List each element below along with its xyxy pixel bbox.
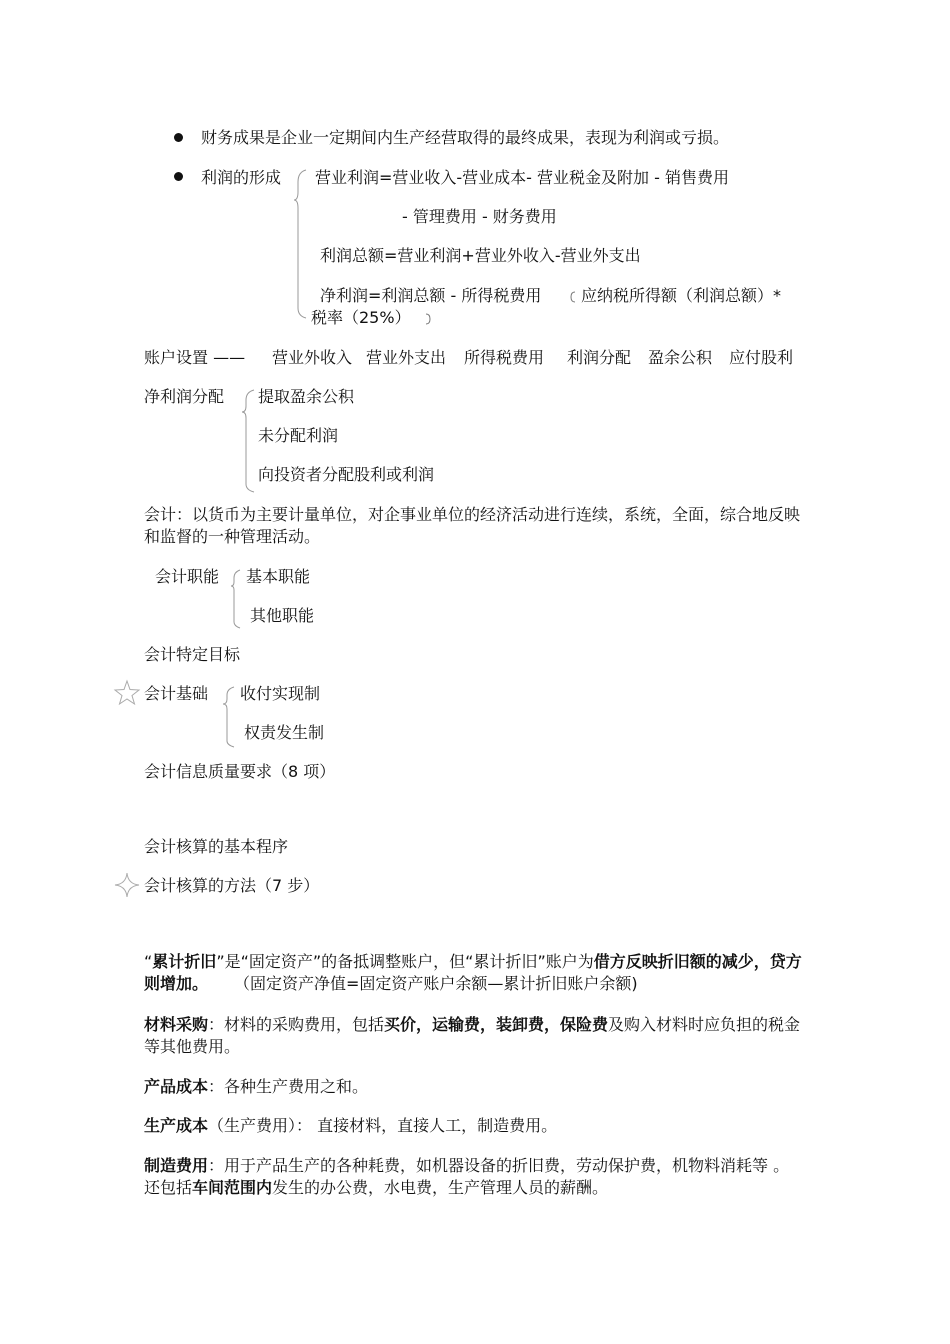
- accounting-methods: 会计核算的方法（7 步）: [144, 876, 320, 895]
- bullet-dot: [174, 172, 183, 181]
- brace-icon: [292, 168, 312, 320]
- operating-profit-formula-cont: - 管理费用 - 财务费用: [402, 207, 557, 226]
- quality-requirements: 会计信息质量要求（8 项）: [144, 762, 336, 781]
- net-profit-distribution-label: 净利润分配: [144, 387, 225, 406]
- basis-item: 收付实现制: [240, 684, 321, 703]
- function-item: 基本职能: [246, 567, 311, 586]
- function-item: 其他职能: [250, 606, 315, 625]
- distribution-item: 未分配利润: [258, 426, 339, 445]
- account-item: 应付股利: [729, 348, 794, 367]
- depreciation-key-rule: 借方反映折旧额的减少，贷方则增加。: [144, 952, 802, 993]
- distribution-item: 向投资者分配股利或利润: [258, 465, 435, 484]
- operating-profit-formula: 营业利润=营业收入-营业成本- 营业税金及附加 - 销售费用: [315, 168, 729, 187]
- account-item: 利润分配: [567, 348, 632, 367]
- term-materials-procurement: 材料采购: [144, 1015, 209, 1034]
- accounting-objective: 会计特定目标: [144, 645, 241, 664]
- workshop-scope: 车间范围内: [192, 1178, 273, 1197]
- basic-procedure: 会计核算的基本程序: [144, 837, 289, 856]
- account-setup-label: 账户设置 ——: [144, 348, 246, 367]
- accounting-basis-label: 会计基础: [144, 684, 209, 703]
- basis-item: 权责发生制: [244, 723, 325, 742]
- accounting-functions-label: 会计职能: [155, 567, 220, 586]
- depreciation-paragraph: “累计折旧”是“固定资产”的备抵调整账户，但“累计折旧”账户为借方反映折旧额的减少，贷方则增加。 （固定资产净值=固定资产账户余额—累计折旧账户余额): [144, 952, 802, 993]
- term-production-cost: 生产成本: [144, 1116, 209, 1135]
- term-manufacturing-overhead: 制造费用: [144, 1156, 209, 1175]
- total-profit-formula: 利润总额=营业利润+营业外收入-营业外支出: [320, 246, 641, 265]
- materials-cost-items: 买价，运输费，装卸费，保险费: [384, 1015, 609, 1034]
- star-outline-icon: [114, 680, 140, 706]
- brace-icon: [240, 388, 258, 494]
- profit-definition: 财务成果是企业一定期间内生产经营取得的最终成果，表现为利润或亏损。: [201, 128, 730, 147]
- close-brace-icon: [424, 312, 432, 326]
- term-accumulated-depreciation: 累计折旧: [152, 952, 217, 971]
- net-value-formula: （固定资产净值=固定资产账户余额—累计折旧账户余额): [234, 974, 638, 993]
- term-product-cost: 产品成本: [144, 1077, 209, 1096]
- net-profit-formula: 净利润=利润总额 - 所得税费用: [320, 286, 542, 305]
- tax-rate: 税率（25%）: [311, 308, 411, 327]
- accounting-definition: 会计：以货币为主要计量单位，对企事业单位的经济活动进行连续，系统，全面，综合地反映和监督的一种管理活动。: [144, 505, 801, 546]
- brace-icon: [222, 685, 238, 749]
- manufacturing-overhead-paragraph: 制造费用：用于产品生产的各种耗费，如机器设备的折旧费，劳动保护费，机物料消耗等 。还包括车间范围内发生的办公费，水电费，生产管理人员的薪酬。: [144, 1156, 790, 1197]
- sparkle-icon: [114, 872, 140, 898]
- account-item: 营业外收入: [272, 348, 353, 367]
- bullet-dot: [174, 133, 183, 142]
- product-cost-paragraph: 产品成本：各种生产费用之和。: [144, 1077, 369, 1096]
- production-cost-paragraph: 生产成本（生产费用）： 直接材料，直接人工，制造费用。: [144, 1116, 558, 1135]
- brace-icon: [230, 568, 244, 630]
- open-brace-icon: [569, 290, 577, 304]
- materials-paragraph: 材料采购：材料的采购费用，包括买价，运输费，装卸费，保险费及购入材料时应负担的税金等其他费用。: [144, 1015, 801, 1056]
- distribution-item: 提取盈余公积: [258, 387, 355, 406]
- taxable-income-formula: 应纳税所得额（利润总额）*: [581, 286, 782, 305]
- account-item: 所得税费用: [464, 348, 545, 367]
- profit-formation-label: 利润的形成: [201, 168, 282, 187]
- account-item: 营业外支出: [366, 348, 447, 367]
- account-item: 盈余公积: [648, 348, 713, 367]
